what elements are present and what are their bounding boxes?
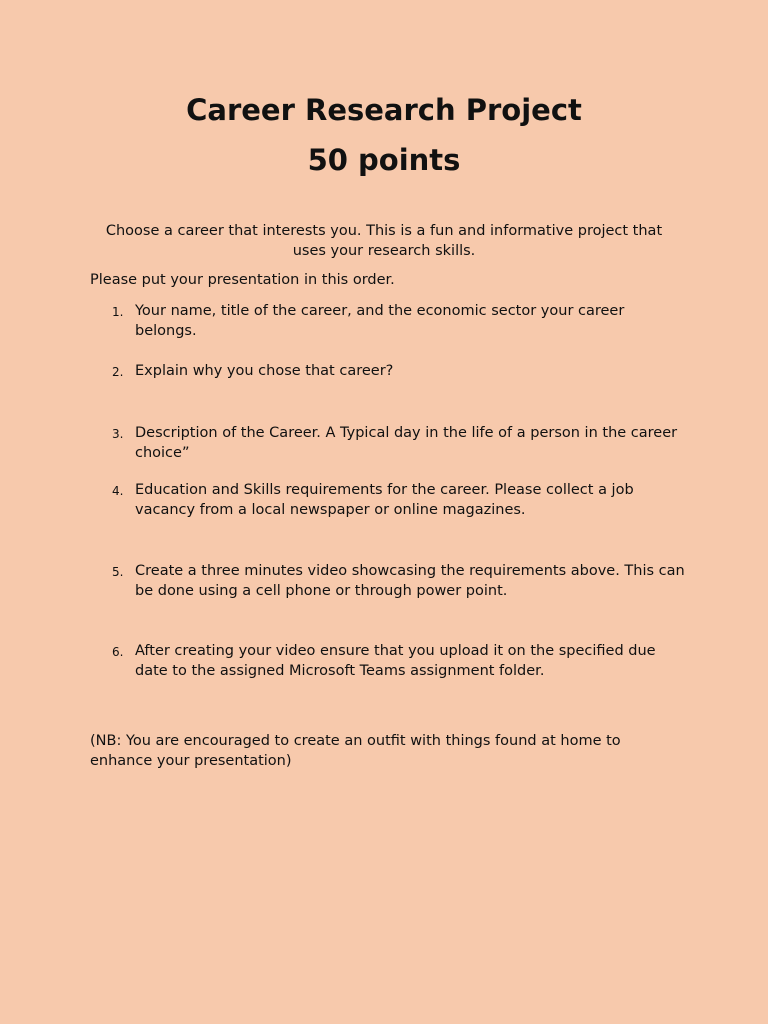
- list-item-number: 5.: [112, 565, 124, 579]
- list-item-text: Explain why you chose that career?: [135, 363, 394, 379]
- list-item-text: Description of the Career. A Typical day in the life of a person in the career choice”: [135, 425, 678, 461]
- note-paragraph: (NB: You are encouraged to create an outfit with things found at home to enhance your presentation): [90, 733, 621, 769]
- list-item-number: 1.: [112, 305, 124, 319]
- list-item-number: 6.: [112, 645, 124, 659]
- list-item-number: 2.: [112, 365, 124, 379]
- list-item-number: 3.: [112, 427, 124, 441]
- list-item-number: 4.: [112, 484, 124, 498]
- points-subtitle: 50 points: [307, 143, 461, 177]
- page-title: Career Research Project: [186, 93, 582, 127]
- list-item-text: Education and Skills requirements for the career. Please collect a job vacancy from a local newspaper or online magazines.: [135, 482, 634, 518]
- list-item-text: Create a three minutes video showcasing the requirements above. This can be done using a cell phone or through power point.: [135, 563, 685, 599]
- intro-paragraph: Choose a career that interests you. This is a fun and informative project that uses your research skills.: [105, 223, 663, 259]
- order-instruction: Please put your presentation in this order.: [90, 272, 395, 288]
- list-item-text: After creating your video ensure that you upload it on the specified due date to the assigned Microsoft Teams assignment folder.: [135, 643, 656, 679]
- list-item-text: Your name, title of the career, and the economic sector your career belongs.: [135, 303, 625, 339]
